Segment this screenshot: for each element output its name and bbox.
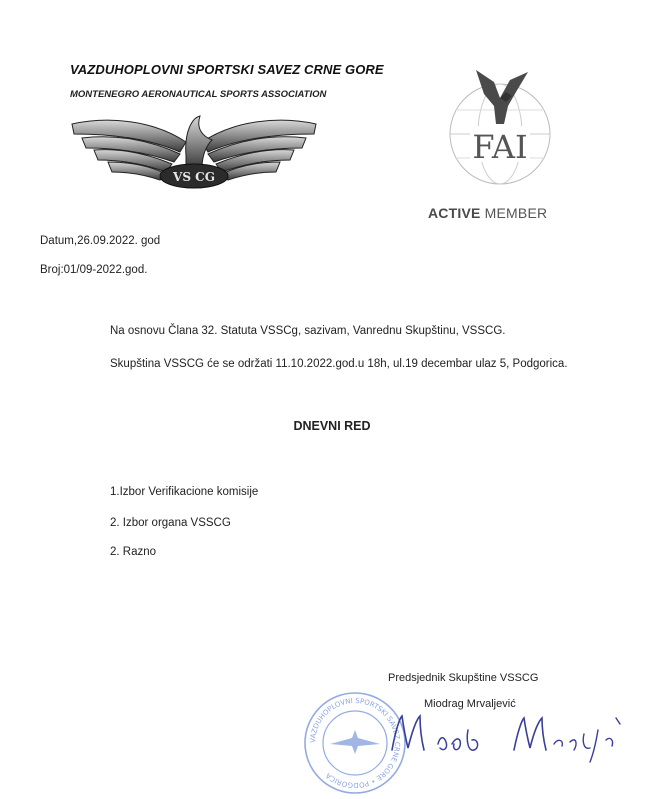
document-number: Broj:01/09-2022.god. [40,264,148,276]
agenda-item: 2. Razno [110,546,157,558]
signatory-name: Miodrag Mrvaljević [424,698,516,710]
fai-logo [448,62,552,200]
agenda-item: 2. Izbor organa VSSCG [110,517,231,529]
active-member-label [428,205,547,221]
document-date: Datum,26.09.2022. god [40,235,161,247]
vscg-logo-text: VS CG [173,170,215,184]
stamp-text: VAZDUHOPLOVNI SPORTSKI SAVEZ CRNE GORE • PODGORICA [308,696,402,790]
agenda-item: 1.Izbor Verifikacione komisije [110,486,259,498]
paragraph-convocation: Na osnovu Člana 32. Statuta VSSCg, sazivam, Vanrednu Skupštinu, VSSCG. [110,325,506,337]
org-subtitle: MONTENEGRO AERONAUTICAL SPORTS ASSOCIATION [70,89,327,100]
agenda-title: DNEVNI RED [293,419,371,433]
org-title: VAZDUHOPLOVNI SPORTSKI SAVEZ CRNE GORE [70,62,384,77]
vscg-wings-logo [68,112,320,194]
handwritten-signature [378,700,628,770]
paragraph-meeting-details: Skupština VSSCG će se održati 11.10.2022.god.u 18h, ul.19 decembar ulaz 5, Podgorica. [110,358,568,370]
signatory-title: Predsjednik Skupštine VSSCG [388,672,539,684]
fai-logo-text: FAI [472,128,528,166]
active-member-word-1: ACTIVE [428,205,481,221]
active-member-word-2: MEMBER [484,205,548,221]
